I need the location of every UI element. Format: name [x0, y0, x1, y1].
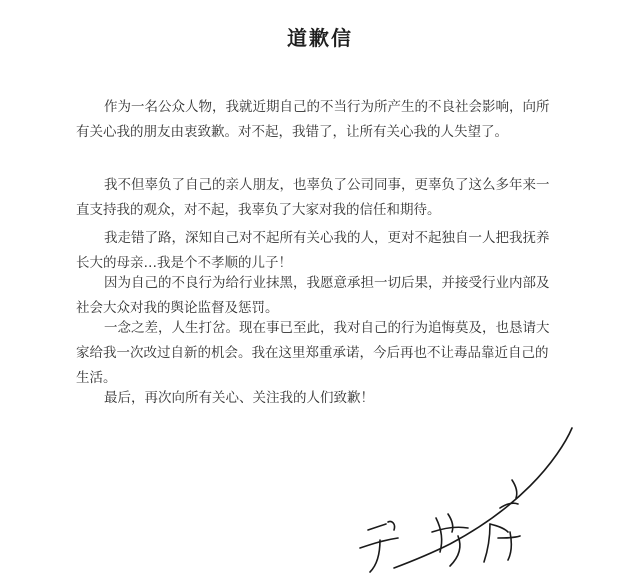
paragraph-apology-mother — [76, 226, 568, 276]
paragraph-line: 一念之差，人生打岔。现在事已至此，我对自己的行为追悔莫及，也恳请大 — [104, 320, 550, 336]
letter-title: 道歉信 — [287, 26, 353, 50]
paragraph-apology-family — [76, 173, 568, 223]
paragraph-line: 我走错了路，深知自己对不起所有关心我的人，更对不起独自一人把我抚养 — [104, 230, 550, 246]
signature-stroke — [448, 514, 453, 532]
paragraph-line: 最后，再次向所有关心、关注我的人们致歉！ — [104, 390, 374, 406]
paragraph-line: 作为一名公众人物，我就近期自己的不当行为所产生的不良社会影响，向所 — [104, 99, 550, 115]
handwritten-signature — [340, 420, 600, 580]
paragraph-closing — [76, 386, 568, 411]
paragraph-promise — [76, 316, 568, 391]
paragraph-apology-public — [76, 95, 568, 145]
signature-stroke — [490, 524, 508, 532]
signature-stroke — [508, 532, 511, 560]
paragraph-line: 生活。 — [76, 370, 117, 386]
paragraph-line: 长大的母亲…我是个不孝顺的儿子！ — [76, 255, 292, 271]
paragraph-line: 我不但辜负了自己的亲人朋友，也辜负了公司同事，更辜负了这么多年来一 — [104, 177, 550, 193]
paragraph-line: 家给我一次改过自新的机会。我在这里郑重承诺，今后再也不让毒品靠近自己的 — [76, 345, 549, 361]
signature-stroke — [368, 524, 386, 530]
paragraph-accept-consequences — [76, 271, 568, 321]
signature-stroke — [436, 518, 442, 552]
paragraph-line: 直支持我的观众，对不起，我辜负了大家对我的信任和期待。 — [76, 202, 441, 218]
signature-stroke — [512, 480, 517, 498]
signature-stroke — [388, 521, 395, 530]
signature-stroke — [484, 524, 490, 562]
paragraph-line: 社会大众对我的舆论监督及惩罚。 — [76, 300, 279, 316]
paragraph-line: 有关心我的朋友由衷致歉。对不起，我错了，让所有关心我的人失望了。 — [76, 124, 508, 140]
signature-stroke — [432, 527, 468, 532]
signature-stroke — [498, 536, 520, 538]
signature-stroke — [394, 428, 572, 568]
paragraph-line: 因为自己的不良行为给行业抹黑，我愿意承担一切后果，并接受行业内部及 — [104, 275, 550, 291]
